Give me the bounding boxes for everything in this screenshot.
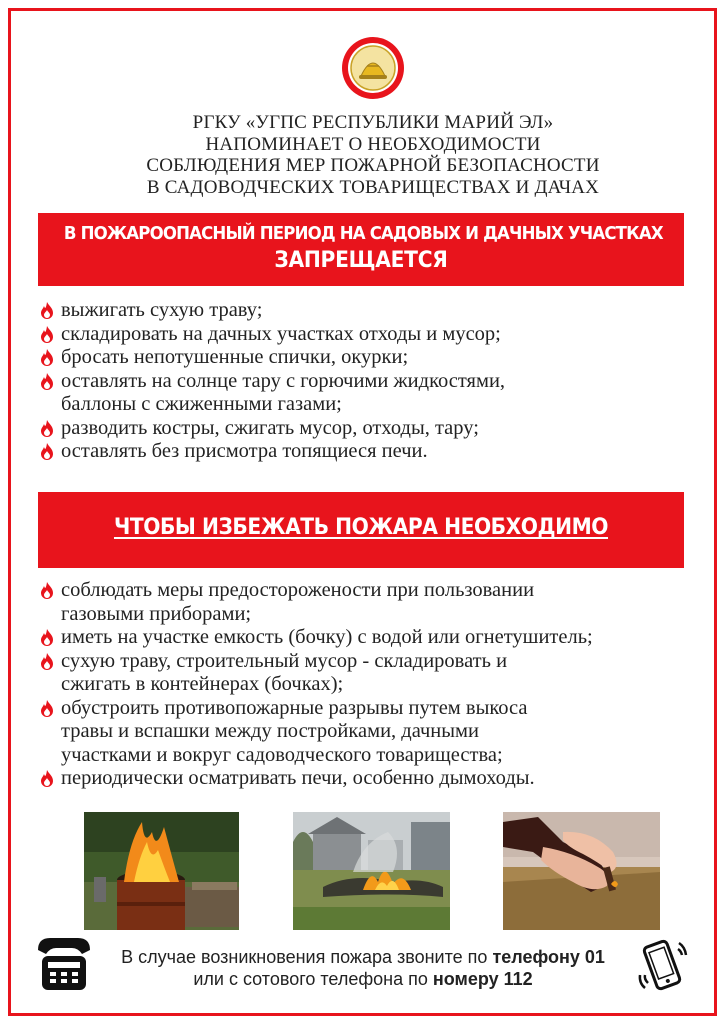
header-line: РГКУ «УГПС РЕСПУБЛИКИ МАРИЙ ЭЛ» (192, 112, 554, 133)
list-item-text: оставлять без присмотра топящиеся печи. (61, 440, 428, 462)
footer-line-1 (98, 946, 628, 968)
list-item (38, 767, 688, 791)
photo-burning-barrel (84, 812, 239, 930)
emblem-icon (341, 36, 405, 100)
footer-line-1-text: В случае возникновения пожара звоните по (121, 947, 493, 967)
header-text (60, 112, 686, 198)
header-line: В САДОВОДЧЕСКИХ ТОВАРИЩЕСТВАХ И ДАЧАХ (146, 176, 600, 198)
fire-icon (38, 769, 56, 789)
list-item-text: периодически осматривать печи, особенно дымоходы. (61, 767, 535, 789)
footer-phone-01: телефону 01 (492, 947, 605, 967)
fire-icon (38, 628, 56, 648)
list-item (38, 440, 688, 464)
fire-icon (38, 652, 56, 672)
footer-line-2 (98, 968, 628, 990)
required-banner (38, 492, 684, 568)
footer-phone-112: номеру 112 (432, 969, 533, 989)
fire-icon (38, 348, 56, 368)
fire-icon (38, 372, 56, 392)
fire-icon (38, 581, 56, 601)
list-item-text: оставлять на солнце тару с горючими жидкостями, (61, 369, 506, 392)
list-item-text: бросать непотушенные спички, окурки; (61, 346, 409, 368)
list-item-text: выжигать сухую траву; (61, 299, 263, 321)
footer-line-2-text: или с сотового телефона по (193, 969, 433, 989)
prohibited-banner-title: ЗАПРЕЩАЕТСЯ (274, 248, 448, 273)
mobile-phone-icon (632, 935, 692, 995)
photo-grass-fire (293, 812, 450, 930)
list-item-text: баллоны с сжиженными газами; (61, 393, 342, 415)
list-item-text: газовыми приборами; (61, 602, 252, 625)
list-item (38, 697, 688, 768)
list-item-text: обустроить противопожарные разрывы путем выкоса (61, 696, 528, 719)
header-line: НАПОМИНАЕТ О НЕОБХОДИМОСТИ (205, 133, 541, 155)
landline-phone-icon (32, 932, 96, 996)
list-item-text: участками и вокруг садоводческого товарищества; (61, 743, 503, 766)
list-item (38, 626, 688, 650)
prohibited-banner (38, 213, 684, 286)
list-item (38, 650, 688, 697)
fire-icon (38, 419, 56, 439)
fire-icon (38, 301, 56, 321)
prohibited-list (38, 299, 688, 464)
list-item-text: сухую траву, строительный мусор - складировать и (61, 649, 508, 672)
list-item-text: травы и вспашки между постройками, дачными (61, 720, 479, 742)
list-item (38, 299, 688, 323)
list-item (38, 370, 688, 417)
list-item (38, 346, 688, 370)
list-item-text: разводить костры, сжигать мусор, отходы, тару; (61, 416, 479, 439)
list-item (38, 579, 688, 626)
photo-match-dry-grass (503, 812, 660, 930)
list-item-text: соблюдать меры предосторожености при пользовании (61, 579, 535, 601)
required-banner-title: ЧТОБЫ ИЗБЕЖАТЬ ПОЖАРА НЕОБХОДИМО (113, 515, 609, 540)
list-item-text: складировать на дачных участках отходы и мусор; (61, 322, 501, 345)
footer-call-info (98, 946, 628, 990)
list-item (38, 417, 688, 441)
fire-icon (38, 442, 56, 462)
prohibited-banner-line1: В ПОЖАРООПАСНЫЙ ПЕРИОД НА САДОВЫХ И ДАЧНЫХ УЧАСТКАХ (63, 223, 663, 244)
header-line: СОБЛЮДЕНИЯ МЕР ПОЖАРНОЙ БЕЗОПАСНОСТИ (146, 155, 600, 176)
required-list (38, 579, 688, 791)
list-item-text: иметь на участке емкость (бочку) с водой или огнетушитель; (61, 626, 593, 648)
fire-icon (38, 325, 56, 345)
list-item-text: сжигать в контейнерах (бочках); (61, 673, 344, 695)
fire-icon (38, 699, 56, 719)
list-item (38, 323, 688, 347)
